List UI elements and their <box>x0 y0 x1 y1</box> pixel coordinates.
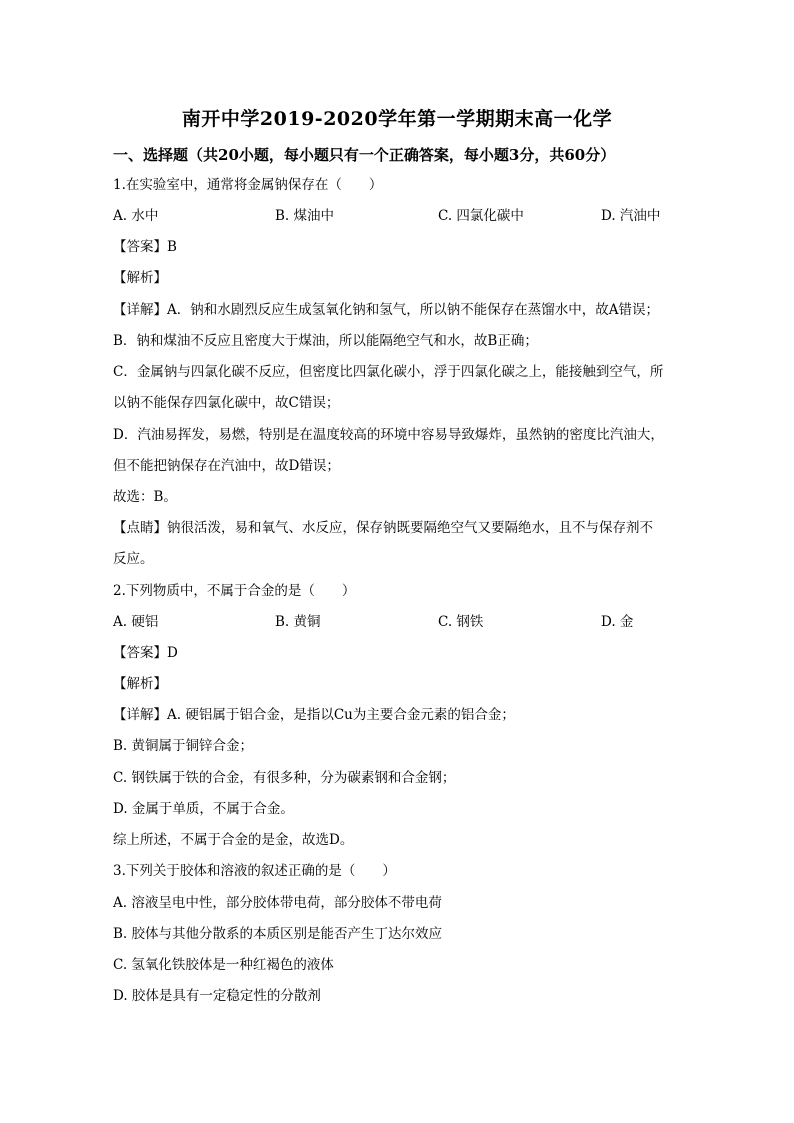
q1-option-b: B. 煤油中 <box>275 208 335 224</box>
q2-analysis-label: 【解析】 <box>113 676 167 692</box>
section-heading: 一、选择题（共20小题，每小题只有一个正确答案，每小题3分，共60分） <box>113 146 616 164</box>
q3-option-b: B. 胶体与其他分散系的本质区别是能否产生丁达尔效应 <box>113 926 443 942</box>
q1-conclusion: 故选：B。 <box>113 489 177 505</box>
q2-detail-line: D. 金属于单质，不属于合金。 <box>113 801 294 817</box>
q2-option-b: B. 黄铜 <box>275 614 321 630</box>
question-3-stem: 3.下列关于胶体和溶液的叙述正确的是（ ） <box>113 863 396 879</box>
q3-option-d: D. 胶体是具有一定稳定性的分散剂 <box>113 988 321 1004</box>
q1-detail-line: B．钠和煤油不反应且密度大于煤油，所以能隔绝空气和水，故B正确； <box>113 333 538 349</box>
question-2-options <box>113 613 673 631</box>
q2-detail-line: C. 钢铁属于铁的合金，有很多种，分为碳素钢和合金钢； <box>113 770 456 786</box>
q2-option-c: C. 钢铁 <box>438 614 484 630</box>
q1-answer: 【答案】B <box>113 239 177 255</box>
q1-detail-line: 以钠不能保存四氯化碳中，故C错误； <box>113 395 340 411</box>
q1-detail-line: C．金属钠与四氯化碳不反应，但密度比四氯化碳小，浮于四氯化碳之上，能接触到空气，所 <box>113 364 664 380</box>
q1-comment-line: 【点睛】钠很活泼，易和氧气、水反应，保存钠既要隔绝空气又要隔绝水，且不与保存剂不 <box>113 520 653 536</box>
q3-option-a: A. 溶液呈电中性，部分胶体带电荷，部分胶体不带电荷 <box>113 895 442 911</box>
q2-answer: 【答案】D <box>113 645 178 661</box>
q2-option-d: D. 金 <box>601 614 634 630</box>
q2-option-a: A. 硬铝 <box>113 614 159 630</box>
question-2-stem: 2.下列物质中，不属于合金的是（ ） <box>113 583 356 599</box>
q1-detail-line: D．汽油易挥发，易燃，特别是在温度较高的环境中容易导致爆炸，虽然钠的密度比汽油大， <box>113 427 664 443</box>
q1-option-a: A. 水中 <box>113 208 159 224</box>
q1-option-c: C. 四氯化碳中 <box>438 208 524 224</box>
document-title: 南开中学2019-2020学年第一学期期末高一化学 <box>181 108 613 130</box>
q3-option-c: C. 氢氧化铁胶体是一种红褐色的液体 <box>113 957 334 973</box>
q1-comment-line: 反应。 <box>113 551 154 567</box>
q1-detail-line: 【详解】A．钠和水剧烈反应生成氢氧化钠和氢气，所以钠不能保存在蒸馏水中，故A错误； <box>113 302 659 318</box>
q2-detail-line: 【详解】A. 硬铝属于铝合金，是指以Cu为主要合金元素的铝合金； <box>113 707 515 723</box>
q2-conclusion: 综上所述，不属于合金的是金，故选D。 <box>113 832 354 848</box>
q1-analysis-label: 【解析】 <box>113 270 167 286</box>
q2-detail-line: B. 黄铜属于铜锌合金； <box>113 738 254 754</box>
question-1-options <box>113 207 673 225</box>
question-1-stem: 1.在实验室中，通常将金属钠保存在（ ） <box>113 177 383 193</box>
q1-detail-line: 但不能把钠保存在汽油中，故D错误； <box>113 458 340 474</box>
q1-option-d: D. 汽油中 <box>601 208 661 224</box>
